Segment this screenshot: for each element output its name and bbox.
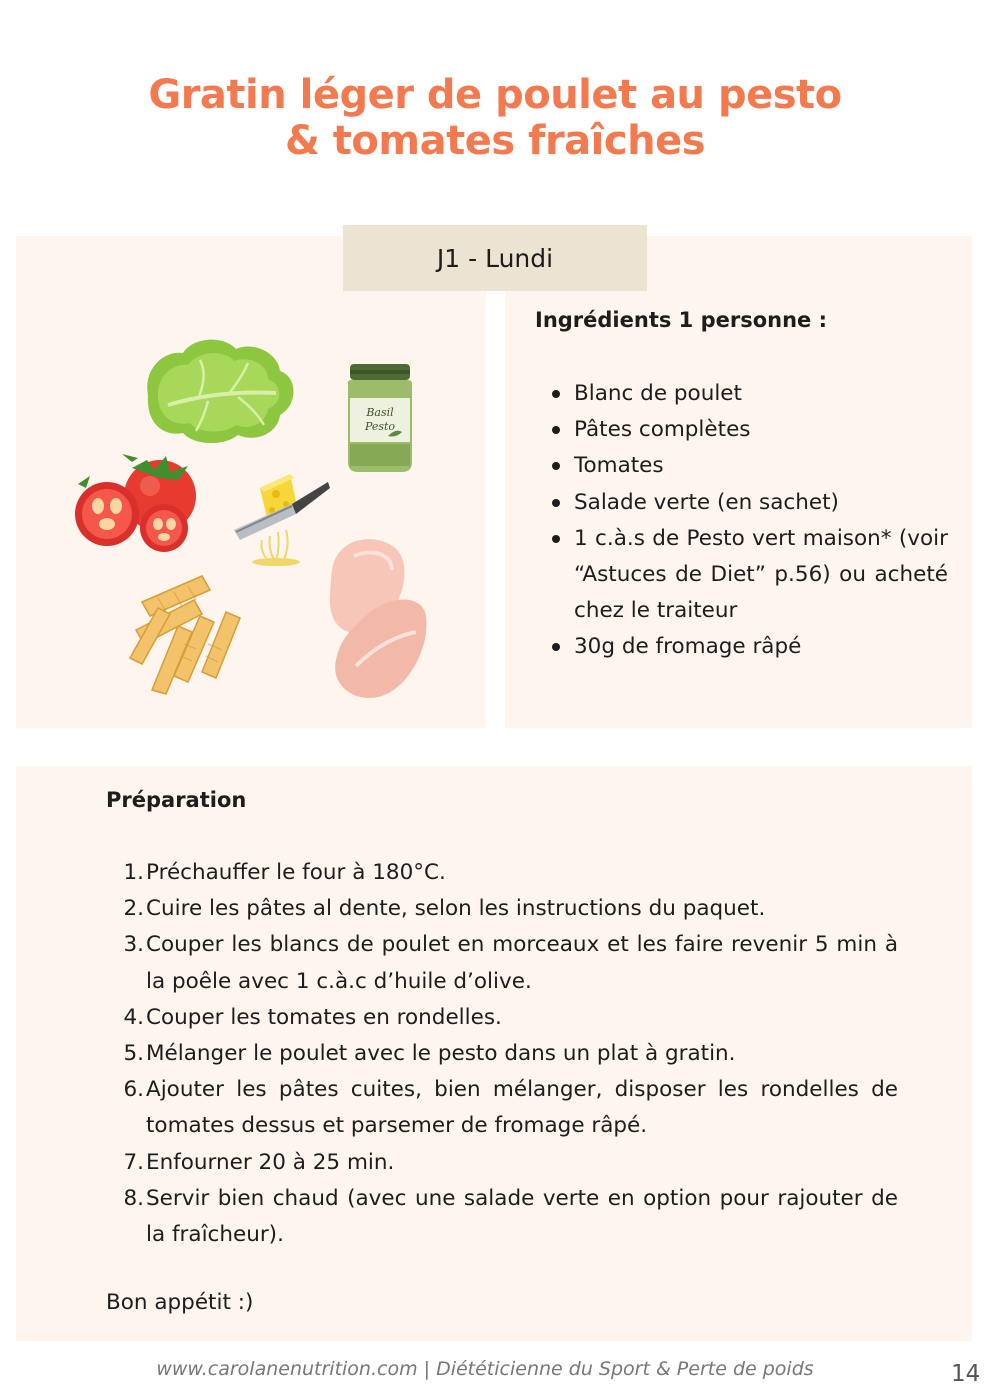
preparation-step <box>106 927 898 999</box>
pasta-icon <box>122 572 244 696</box>
ingredient-item: 30g de fromage râpé <box>552 629 948 665</box>
ingredient-item: 1 c.à.s de Pesto vert maison* (voir “Astuces de Diet” p.56) ou acheté chez le traiteur <box>552 521 948 630</box>
step-number: 4. <box>123 1004 144 1030</box>
step-number: 6. <box>123 1077 144 1103</box>
footer-link[interactable]: www.carolanenutrition.com | Diététicienne du Sport & Perte de poids <box>156 1358 814 1380</box>
step-text: Préchauffer le four à 180°C. <box>146 860 446 885</box>
closing-text: Bon appétit :) <box>106 1290 254 1315</box>
recipe-title-line-2: & tomates fraîches <box>284 118 706 164</box>
step-number: 2. <box>123 896 144 922</box>
step-text: Ajouter les pâtes cuites, bien mélanger, disposer les rondelles de tomates dessus et parsemer de fromage râpé. <box>146 1077 898 1139</box>
preparation-step <box>106 1036 898 1072</box>
preparation-step <box>106 1000 898 1036</box>
ingredients-list <box>552 376 948 666</box>
step-number: 7. <box>123 1149 144 1175</box>
chicken-breast-icon <box>326 536 430 702</box>
step-text: Mélanger le poulet avec le pesto dans un plat à gratin. <box>146 1041 736 1067</box>
cheese-grater-icon <box>232 470 332 568</box>
preparation-title: Préparation <box>106 788 247 812</box>
preparation-step <box>106 1181 898 1253</box>
day-label: J1 - Lundi <box>343 225 647 291</box>
step-text: Enfourner 20 à 25 min. <box>146 1149 395 1175</box>
preparation-step <box>106 1072 898 1144</box>
ingredients-title: Ingrédients 1 personne : <box>535 308 828 332</box>
recipe-title <box>0 72 990 164</box>
step-number: 8. <box>123 1185 144 1211</box>
step-number: 5. <box>123 1041 144 1067</box>
step-text: Couper les tomates en rondelles. <box>146 1004 502 1030</box>
preparation-step <box>106 1145 898 1181</box>
step-text: Servir bien chaud (avec une salade verte en option pour rajouter de la fraîcheur). <box>146 1185 898 1248</box>
step-text: Couper les blancs de poulet en morceaux et les faire revenir 5 min à la poêle avec 1 c.à.c d’huile d’olive. <box>146 932 898 994</box>
pesto-jar-label-pesto: Pesto <box>364 420 396 433</box>
ingredient-item: Salade verte (en sachet) <box>552 485 948 521</box>
preparation-step <box>106 855 898 891</box>
lettuce-icon <box>138 335 300 447</box>
step-number: 1. <box>123 860 144 885</box>
step-text: Cuire les pâtes al dente, selon les instructions du paquet. <box>146 896 766 922</box>
pesto-jar-icon <box>344 362 416 474</box>
ingredient-item: Blanc de poulet <box>552 376 948 412</box>
preparation-step <box>106 891 898 927</box>
ingredient-item: Pâtes complètes <box>552 412 948 448</box>
page-number: 14 <box>951 1361 981 1387</box>
preparation-steps <box>106 855 898 1253</box>
step-number: 3. <box>123 932 144 958</box>
pesto-jar-label-basil: Basil <box>366 406 394 419</box>
recipe-title-line-1: Gratin léger de poulet au pesto <box>148 72 842 118</box>
ingredient-item: Tomates <box>552 448 948 484</box>
tomatoes-icon <box>72 454 202 556</box>
